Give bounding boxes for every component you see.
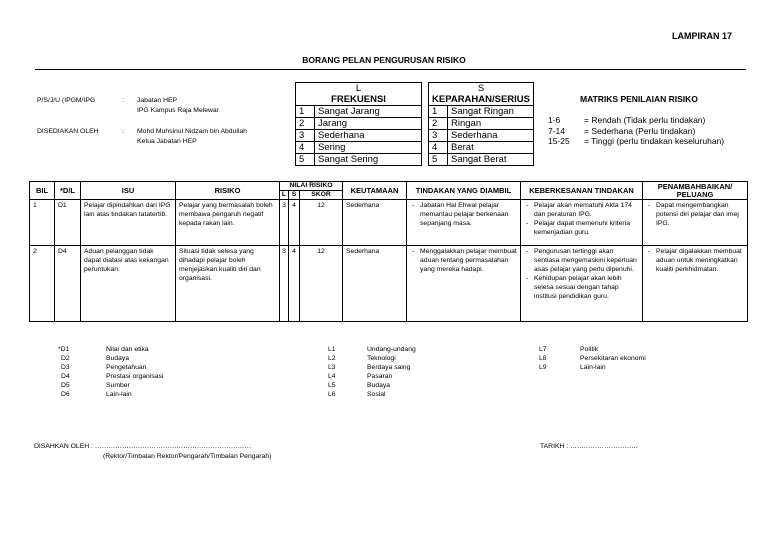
cell-isu: Aduan pelanggan tidak dapat diatasi atas kekangan peruntukan. — [81, 246, 176, 322]
legend-code: L7 — [539, 346, 547, 353]
keparahan-num: 4 — [429, 142, 448, 154]
legend-label: Teknologi — [367, 355, 396, 362]
keparahan-label: Sangat Ringan — [448, 106, 534, 118]
lampiran-label: LAMPIRAN 17 — [672, 31, 733, 41]
cell-risiko: Pelajar yang bermasalah boleh membawa pengaruh negatif kepada rakan lain. — [176, 200, 280, 246]
cell-skor: 12 — [300, 200, 343, 246]
legend-label: Politik — [580, 346, 599, 353]
legend-code: L9 — [539, 364, 547, 371]
penambahbaikan-item: - Pelajar digalakkan membuat aduan untuk meningkatkan kualiti perkhidmatan. — [656, 247, 744, 274]
frekuensi-head-l: L — [296, 83, 422, 95]
header-risiko: RISIKO — [176, 182, 280, 200]
header-skor: SKOR — [300, 191, 343, 200]
cell-dl: D4 — [55, 246, 81, 322]
frekuensi-num: 3 — [296, 130, 315, 142]
disahkan-line: DISAHKAN OLEH : …………………………………………………………… — [34, 443, 252, 450]
cell-s: 4 — [289, 246, 300, 322]
tarikh-line: TARIKH : ………………………… — [540, 443, 639, 450]
legend-label: Sosial — [367, 391, 386, 398]
legend-code: L2 — [328, 355, 336, 362]
frekuensi-head: FREKUENSI — [296, 94, 422, 106]
header-isu: ISU — [81, 182, 176, 200]
psju-value-1: Jabatan HEP — [137, 97, 178, 104]
psju-label: P/S/J/U (IPGM/IPG — [37, 97, 96, 104]
cell-dl: D1 — [55, 200, 81, 246]
cell-skor: 12 — [300, 246, 343, 322]
header-dl: *D/L — [55, 182, 81, 200]
header-penambahbaikan: PENAMBAHBAIKAN/ PELUANG — [643, 182, 748, 200]
header-keberkesanan: KEBERKESANAN TINDAKAN — [521, 182, 643, 200]
cell-penambahbaikan — [643, 246, 748, 322]
frekuensi-label: Sederhana — [315, 130, 422, 142]
penambahbaikan-item: - Dapat mengembangkan potensi diri pelajar dan imej IPG. — [656, 201, 744, 228]
cell-bil: 1 — [30, 200, 55, 246]
matriks-range: 1-6 — [548, 115, 561, 125]
table-row — [30, 200, 748, 246]
header-s: S — [289, 191, 300, 200]
matriks-list — [548, 115, 724, 147]
keparahan-num: 2 — [429, 118, 448, 130]
tindakan-item: - Menggalakkan pelajar membuat aduan tentang permasalahan yang mereka hadapi. — [420, 247, 517, 274]
legend-code: L1 — [328, 346, 336, 353]
frekuensi-num: 2 — [296, 118, 315, 130]
frekuensi-label: Sering — [315, 142, 422, 154]
legend-label: Lain-lain — [580, 364, 606, 371]
cell-l: 3 — [280, 246, 289, 322]
keparahan-table — [428, 82, 534, 166]
disediakan-value-2: Ketua Jabatan HEP — [137, 138, 197, 145]
legend-code: *D1 — [58, 346, 70, 353]
header-bil: BIL — [30, 182, 55, 200]
cell-keberkesanan — [521, 200, 643, 246]
legend-code: D4 — [61, 373, 70, 380]
risk-plan-table — [29, 181, 748, 322]
frekuensi-num: 4 — [296, 142, 315, 154]
frekuensi-label: Jarang — [315, 118, 422, 130]
legend-label: Pasaran — [367, 373, 393, 380]
keparahan-num: 5 — [429, 154, 448, 166]
page-title: BORANG PELAN PENGURUSAN RISIKO — [302, 55, 466, 65]
legend-label: Budaya — [367, 382, 391, 389]
legend-label: Prestasi organisasi — [106, 373, 164, 380]
legend-label: Sumber — [106, 382, 130, 389]
header-l: L — [280, 191, 289, 200]
legend-code: D6 — [61, 391, 70, 398]
legend-label: Persekitaran ekonomi — [580, 355, 646, 362]
keberkesanan-item: - Pelajar akan mematuhi Akta 174 dan peraturan IPG. — [534, 201, 639, 219]
legend-code: D2 — [61, 355, 70, 362]
legend-code: L5 — [328, 382, 336, 389]
tindakan-item: - Jabatan Hal Ehwal pelajar memantau pelajar berkenaan sepanjang masa. — [420, 201, 517, 228]
psju-colon: : — [122, 97, 124, 104]
cell-keberkesanan — [521, 246, 643, 322]
table-row — [30, 246, 748, 322]
header-nilai-risiko: NILAI RISIKO — [280, 182, 343, 191]
legend-label: Undang-undang — [367, 346, 416, 353]
disediakan-value-1: Mohd Muhsinul Nidzam bin Abdullah — [137, 128, 247, 135]
header-keutamaan: KEUTAMAAN — [343, 182, 407, 200]
legend-l-2 — [539, 345, 646, 372]
cell-l: 3 — [280, 200, 289, 246]
frekuensi-label: Sangat Sering — [315, 154, 422, 166]
keparahan-label: Sangat Berat — [448, 154, 534, 166]
cell-keutamaan: Sederhana — [343, 246, 407, 322]
keparahan-num: 1 — [429, 106, 448, 118]
keberkesanan-item: - Pengurusan tertinggi akan sentiasa mengemaskini keperluan asas pelajar yang perlu dipenuhi. — [534, 247, 639, 274]
legend-label: Nilai dan etika — [106, 346, 149, 353]
cell-s: 4 — [289, 200, 300, 246]
keparahan-label: Berat — [448, 142, 534, 154]
cell-tindakan — [407, 200, 521, 246]
matriks-title: MATRIKS PENILAIAN RISIKO — [580, 94, 698, 104]
legend-code: D5 — [61, 382, 70, 389]
matriks-range: 7-14 — [548, 125, 566, 136]
matriks-desc: = Rendah (Tidak perlu tindakan) — [584, 115, 706, 125]
keberkesanan-item: - Kehidupan pelajar akan lebih selesa sesuai dengan tahap institusi pendidikan guru. — [534, 274, 639, 301]
matriks-desc: = Sederhana (Perlu tindakan) — [584, 125, 696, 136]
keparahan-num: 3 — [429, 130, 448, 142]
legend-label: Berdaya saing — [367, 364, 411, 371]
cell-isu: Pelajar dipindahkan dari IPG lain atas tindakan tatatertib. — [81, 200, 176, 246]
legend-code: D3 — [61, 364, 70, 371]
legend-d — [58, 345, 163, 399]
keberkesanan-item: - Pelajar dapat memenuhi kriteria kemenjadian guru. — [534, 219, 639, 237]
matriks-range: 15-25 — [548, 136, 570, 146]
legend-code: L6 — [328, 391, 336, 398]
disahkan-subtitle: (Rektor/Timbalan Rektor/Pengarah/Timbalan Pengarah) — [103, 453, 272, 460]
matriks-desc: = Tinggi (perlu tindakan keseluruhan) — [584, 136, 725, 146]
cell-risiko: Situasi tidak selesa yang dihadapi pelajar boleh menjejaskan kualiti diri dan organisasi. — [176, 246, 280, 322]
cell-keutamaan: Sederhana — [343, 200, 407, 246]
frekuensi-label: Sangat Jarang — [315, 106, 422, 118]
cell-bil: 2 — [30, 246, 55, 322]
keparahan-head: KEPARAHAN/SERIUS — [429, 94, 534, 106]
keparahan-label: Sederhana — [448, 130, 534, 142]
header-tindakan: TINDAKAN YANG DIAMBIL — [407, 182, 521, 200]
legend-label: Budaya — [106, 355, 130, 362]
legend-label: Pengetahuan — [106, 364, 147, 371]
legend-code: L3 — [328, 364, 336, 371]
disediakan-colon: : — [122, 128, 124, 135]
frekuensi-table — [295, 82, 422, 166]
frekuensi-num: 5 — [296, 154, 315, 166]
frekuensi-num: 1 — [296, 106, 315, 118]
legend-code: L4 — [328, 373, 336, 380]
psju-value-2: IPG Kampus Raja Melewar — [137, 107, 219, 114]
legend-code: L8 — [539, 355, 547, 362]
legend-label: Lain-lain — [106, 391, 132, 398]
cell-tindakan — [407, 246, 521, 322]
keparahan-head-s: S — [429, 83, 534, 95]
disediakan-label: DISEDIAKAN OLEH — [37, 128, 99, 135]
legend-l-1 — [328, 345, 416, 399]
cell-penambahbaikan — [643, 200, 748, 246]
keparahan-label: Ringan — [448, 118, 534, 130]
title-divider — [35, 69, 746, 70]
